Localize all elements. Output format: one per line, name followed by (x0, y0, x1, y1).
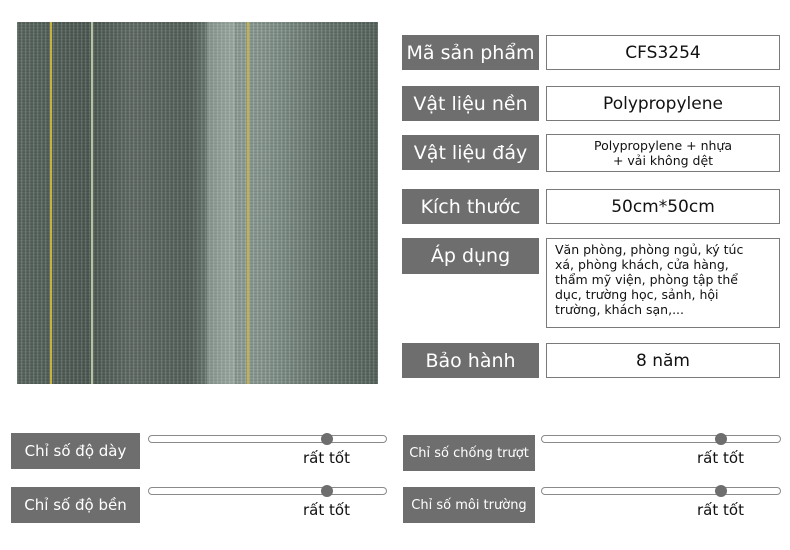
yellow-stripe (50, 22, 52, 384)
spec-value-text: Polypropylene (603, 93, 723, 114)
spec-label-base-material (402, 86, 539, 121)
spec-value-text: 8 năm (636, 350, 690, 371)
spec-value-text: CFS3254 (625, 42, 701, 63)
spec-value-size (546, 189, 780, 224)
index-label-environment (403, 487, 535, 523)
spec-value-text: 50cm*50cm (611, 196, 715, 217)
spec-value-line: dục, trường học, sảnh, hội (555, 287, 719, 302)
spec-value-base-material (546, 86, 780, 121)
index-level-knob (321, 485, 333, 497)
spec-label-product-code (402, 35, 539, 70)
index-rating (697, 449, 744, 467)
index-label-text: Chỉ số môi trường (411, 497, 527, 513)
spec-label-text: Mã sản phẩm (406, 41, 535, 64)
spec-label-backing-material (402, 135, 539, 170)
spec-label-size (402, 189, 539, 224)
index-level-track (148, 487, 387, 495)
index-rating (303, 449, 350, 467)
index-label-text: Chỉ số độ bền (24, 496, 127, 514)
carpet-tile-swatch (17, 22, 378, 384)
yellow-stripe (247, 22, 249, 384)
spec-label-text: Kích thước (420, 195, 521, 218)
spec-label-text: Bảo hành (425, 349, 516, 372)
index-rating-text: rất tốt (697, 449, 744, 467)
index-label-thickness (11, 433, 140, 469)
index-rating-text: rất tốt (697, 501, 744, 519)
index-rating-text: rất tốt (303, 501, 350, 519)
index-label-durability (11, 487, 140, 523)
index-level-knob (715, 433, 727, 445)
spec-value-line: trường, khách sạn,... (555, 302, 684, 317)
index-level-track (541, 435, 781, 443)
spec-value-line: Polypropylene + nhựa (593, 138, 732, 153)
spec-label-text: Áp dụng (430, 245, 511, 267)
spec-label-warranty (402, 343, 539, 378)
index-level-knob (715, 485, 727, 497)
light-stripe (91, 22, 93, 384)
spec-value-line: xá, phòng khách, cửa hàng, (555, 257, 729, 272)
index-level-track (541, 487, 781, 495)
index-rating (303, 501, 350, 519)
index-level-track (148, 435, 387, 443)
spec-value-warranty (546, 343, 780, 378)
index-rating (697, 501, 744, 519)
spec-label-text: Vật liệu nền (413, 92, 528, 115)
spec-value-product-code (546, 35, 780, 70)
spec-label-text: Vật liệu đáy (413, 141, 528, 164)
index-label-text: Chỉ số chống trượt (409, 445, 529, 461)
index-rating-text: rất tốt (303, 449, 350, 467)
spec-label-application (402, 238, 539, 274)
index-label-slip-resistance (403, 435, 535, 471)
spec-value-line: + vải không dệt (612, 153, 714, 168)
spec-value-line: thẩm mỹ viện, phòng tập thể (555, 272, 738, 287)
spec-value-line: Văn phòng, phòng ngủ, ký túc (555, 242, 744, 257)
index-level-knob (321, 433, 333, 445)
light-band (207, 22, 235, 384)
spec-value-backing-material (546, 134, 780, 172)
spec-value-application (546, 238, 780, 328)
index-label-text: Chỉ số độ dày (24, 442, 127, 460)
